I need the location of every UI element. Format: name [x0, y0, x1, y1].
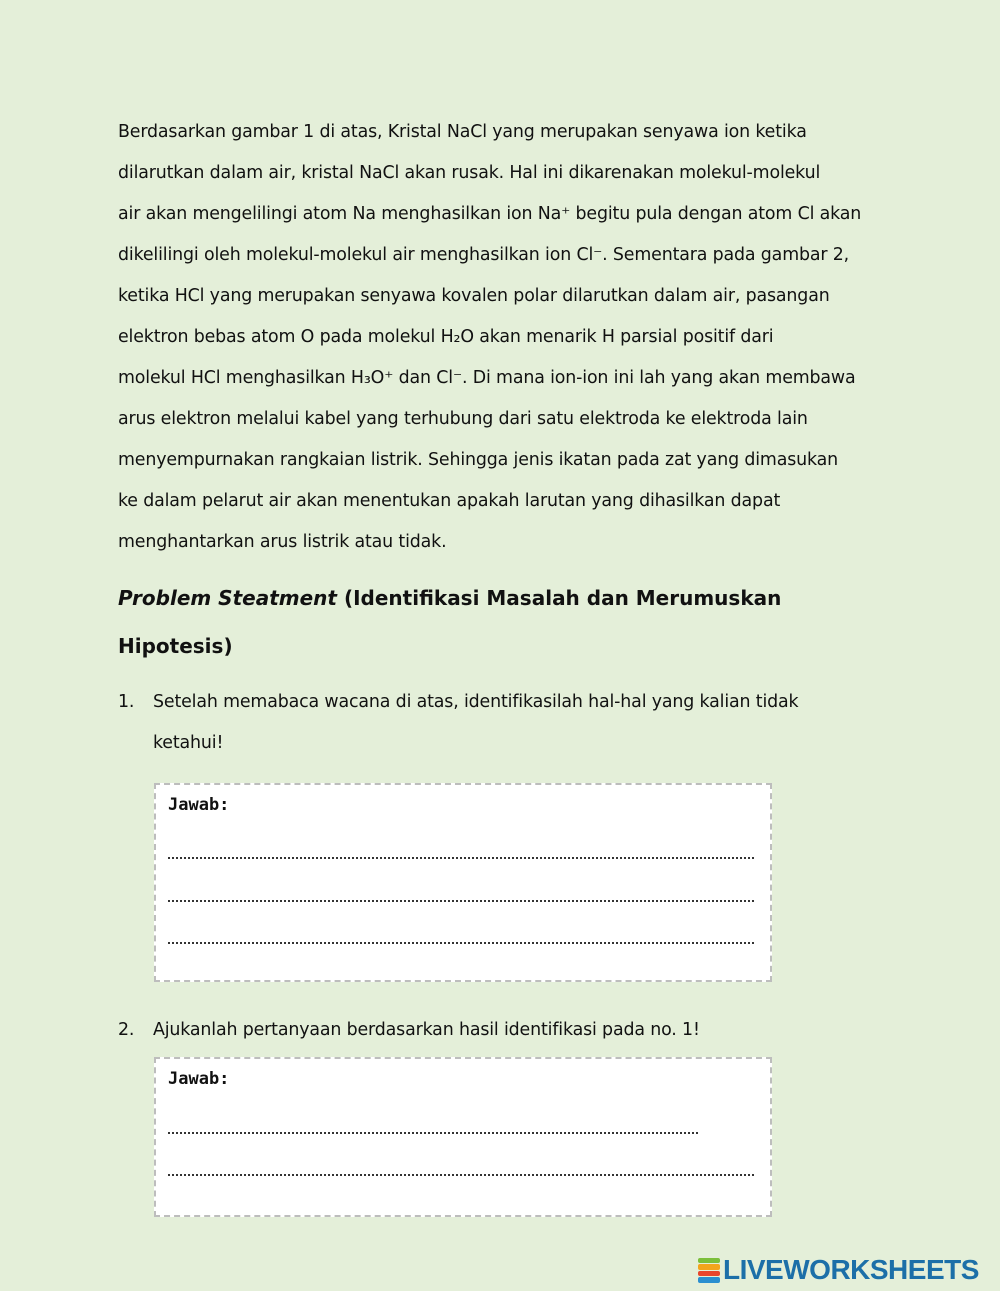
- question-line: Ajukanlah pertanyaan berdasarkan hasil identifikasi pada no. 1!: [153, 1020, 700, 1040]
- logo-mark-block: [698, 1277, 720, 1283]
- passage-line: air akan mengelilingi atom Na menghasilkan ion Na⁺ begitu pula dengan atom Cl akan: [118, 204, 862, 224]
- passage-line: arus elektron melalui kabel yang terhubung dari satu elektroda ke elektroda lain: [118, 409, 808, 429]
- answer-line[interactable]: [168, 942, 754, 944]
- passage-line: Berdasarkan gambar 1 di atas, Kristal NaCl yang merupakan senyawa ion ketika: [118, 122, 807, 142]
- question-text: [153, 682, 873, 764]
- answer-box-1[interactable]: [154, 783, 772, 982]
- logo-mark-block: [698, 1264, 720, 1270]
- liveworksheets-logo: [698, 1255, 979, 1285]
- question-number: 1.: [118, 692, 135, 712]
- question-text: [153, 1010, 873, 1051]
- logo-mark-icon: [698, 1257, 720, 1283]
- passage-line: menyempurnakan rangkaian listrik. Sehingga jenis ikatan pada zat yang dimasukan: [118, 450, 838, 470]
- answer-label: Jawab:: [168, 1069, 230, 1089]
- passage-line: ke dalam pelarut air akan menentukan apakah larutan yang dihasilkan dapat: [118, 491, 781, 511]
- question-line: Setelah memabaca wacana di atas, identifikasilah hal-hal yang kalian tidak: [153, 692, 799, 712]
- answer-label: Jawab:: [168, 795, 230, 815]
- passage-line: ketika HCl yang merupakan senyawa kovalen polar dilarutkan dalam air, pasangan: [118, 286, 830, 306]
- section-heading-line-1: [118, 578, 898, 626]
- logo-mark-block: [698, 1258, 720, 1264]
- section-heading-line-2: Hipotesis): [118, 634, 233, 658]
- answer-line[interactable]: [168, 900, 754, 902]
- passage-line: dikelilingi oleh molekul-molekul air menghasilkan ion Cl⁻. Sementara pada gambar 2,: [118, 245, 850, 265]
- passage-line: dilarutkan dalam air, kristal NaCl akan rusak. Hal ini dikarenakan molekul-molekul: [118, 163, 821, 183]
- logo-text: LIVEWORKSHEETS: [723, 1254, 979, 1285]
- reading-passage: [118, 112, 888, 563]
- answer-box-2[interactable]: [154, 1057, 772, 1217]
- section-heading: [118, 578, 898, 674]
- answer-line[interactable]: [168, 1132, 698, 1134]
- passage-line: elektron bebas atom O pada molekul H₂O akan menarik H parsial positif dari: [118, 327, 774, 347]
- section-heading-italic: Problem Steatment: [118, 586, 337, 610]
- answer-line[interactable]: [168, 857, 754, 859]
- section-heading-rest: (Identifikasi Masalah dan Merumuskan: [336, 586, 782, 610]
- question-line: ketahui!: [153, 733, 224, 753]
- passage-line: molekul HCl menghasilkan H₃O⁺ dan Cl⁻. Di mana ion-ion ini lah yang akan membawa: [118, 368, 856, 388]
- logo-mark-block: [698, 1271, 720, 1277]
- passage-line: menghantarkan arus listrik atau tidak.: [118, 532, 447, 552]
- question-number: 2.: [118, 1020, 135, 1040]
- answer-line[interactable]: [168, 1174, 754, 1176]
